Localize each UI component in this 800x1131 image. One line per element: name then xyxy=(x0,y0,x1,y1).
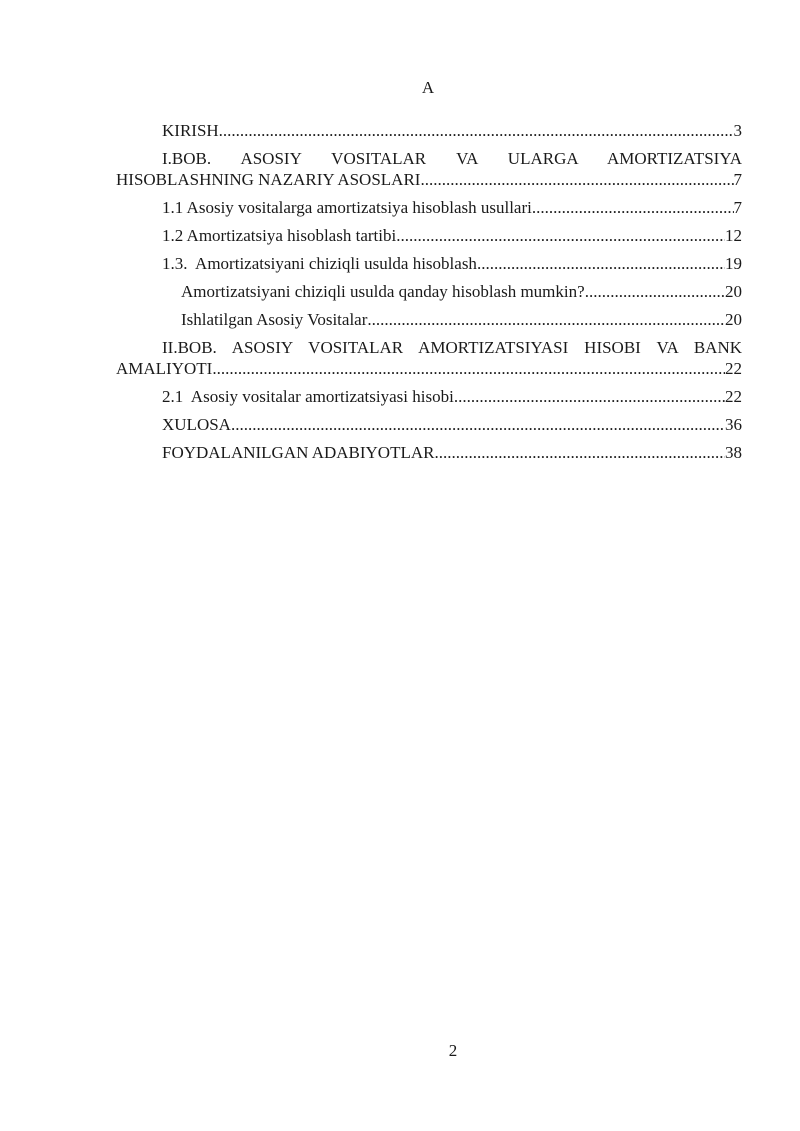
toc-entry-page: 12 xyxy=(725,226,742,245)
toc-entry-kirish[interactable] xyxy=(116,120,742,141)
toc-entry-title: XULOSA xyxy=(162,415,231,434)
toc-entry-title: 1.3. Amortizatsiyani chiziqli usulda hisoblash xyxy=(162,254,477,273)
toc-leader-dots xyxy=(219,120,734,141)
toc-entry-title: KIRISH xyxy=(162,121,219,140)
toc-leader-dots xyxy=(231,414,725,435)
toc-entry-page: 20 xyxy=(725,310,742,329)
toc-entry-title: FOYDALANILGAN ADABIYOTLAR xyxy=(162,443,435,462)
toc-entry-section-2-1[interactable] xyxy=(116,386,742,407)
toc-leader-dots xyxy=(367,309,725,330)
toc-entry-section-1-3[interactable] xyxy=(116,253,742,274)
page-number: 2 xyxy=(448,1041,458,1060)
toc-entry-page: 20 xyxy=(725,282,742,301)
toc-entry-title-line2: HISOBLASHNING NAZARIY ASOSLARI xyxy=(116,170,421,189)
toc-entry-subsection-linear-calc[interactable] xyxy=(116,281,742,302)
toc-leader-dots xyxy=(532,197,734,218)
toc-entry-title-line1: II.BOB. ASOSIY VOSITALAR AMORTIZATSIYASI HISOBI VA BANK xyxy=(162,338,742,357)
toc-entry-title: 2.1 Asosiy vositalar amortizatsiyasi hisobi xyxy=(162,387,454,406)
toc-entry-references[interactable] xyxy=(116,442,742,463)
toc-leader-dots xyxy=(434,442,725,463)
toc-leader-dots xyxy=(420,169,733,190)
toc-entry-page: 7 xyxy=(733,198,742,217)
toc-entry-chapter-1[interactable] xyxy=(116,148,742,190)
toc-leader-dots xyxy=(212,358,725,379)
toc-entry-section-1-2[interactable] xyxy=(116,225,742,246)
toc-entry-xulosa[interactable] xyxy=(116,414,742,435)
toc-entry-section-1-1[interactable] xyxy=(116,197,742,218)
toc-entry-page: 22 xyxy=(725,387,742,406)
toc-entry-page: 22 xyxy=(725,359,742,378)
page-header-letter: A xyxy=(421,78,435,97)
toc-leader-dots xyxy=(396,225,725,246)
toc-entry-title: Amortizatsiyani chiziqli usulda qanday hisoblash mumkin? xyxy=(181,282,585,301)
toc-entry-title-line1: I.BOB. ASOSIY VOSITALAR VA ULARGA AMORTIZATSIYA xyxy=(162,149,742,168)
toc-entry-page: 7 xyxy=(733,170,742,189)
toc-entry-title-line2: AMALIYOTI xyxy=(116,359,213,378)
toc-entry-page: 19 xyxy=(725,254,742,273)
toc-entry-title: 1.1 Asosiy vositalarga amortizatsiya hisoblash usullari xyxy=(162,198,532,217)
toc-entry-title: Ishlatilgan Asosiy Vositalar xyxy=(181,310,368,329)
toc-entry-page: 36 xyxy=(725,415,742,434)
toc-entry-subsection-used-assets[interactable] xyxy=(116,309,742,330)
toc-leader-dots xyxy=(585,281,725,302)
table-of-contents xyxy=(116,120,742,470)
toc-entry-chapter-2[interactable] xyxy=(116,337,742,379)
toc-leader-dots xyxy=(454,386,725,407)
toc-entry-page: 38 xyxy=(725,443,742,462)
toc-entry-page: 3 xyxy=(733,121,742,140)
toc-entry-title: 1.2 Amortizatsiya hisoblash tartibi xyxy=(162,226,397,245)
toc-leader-dots xyxy=(477,253,725,274)
